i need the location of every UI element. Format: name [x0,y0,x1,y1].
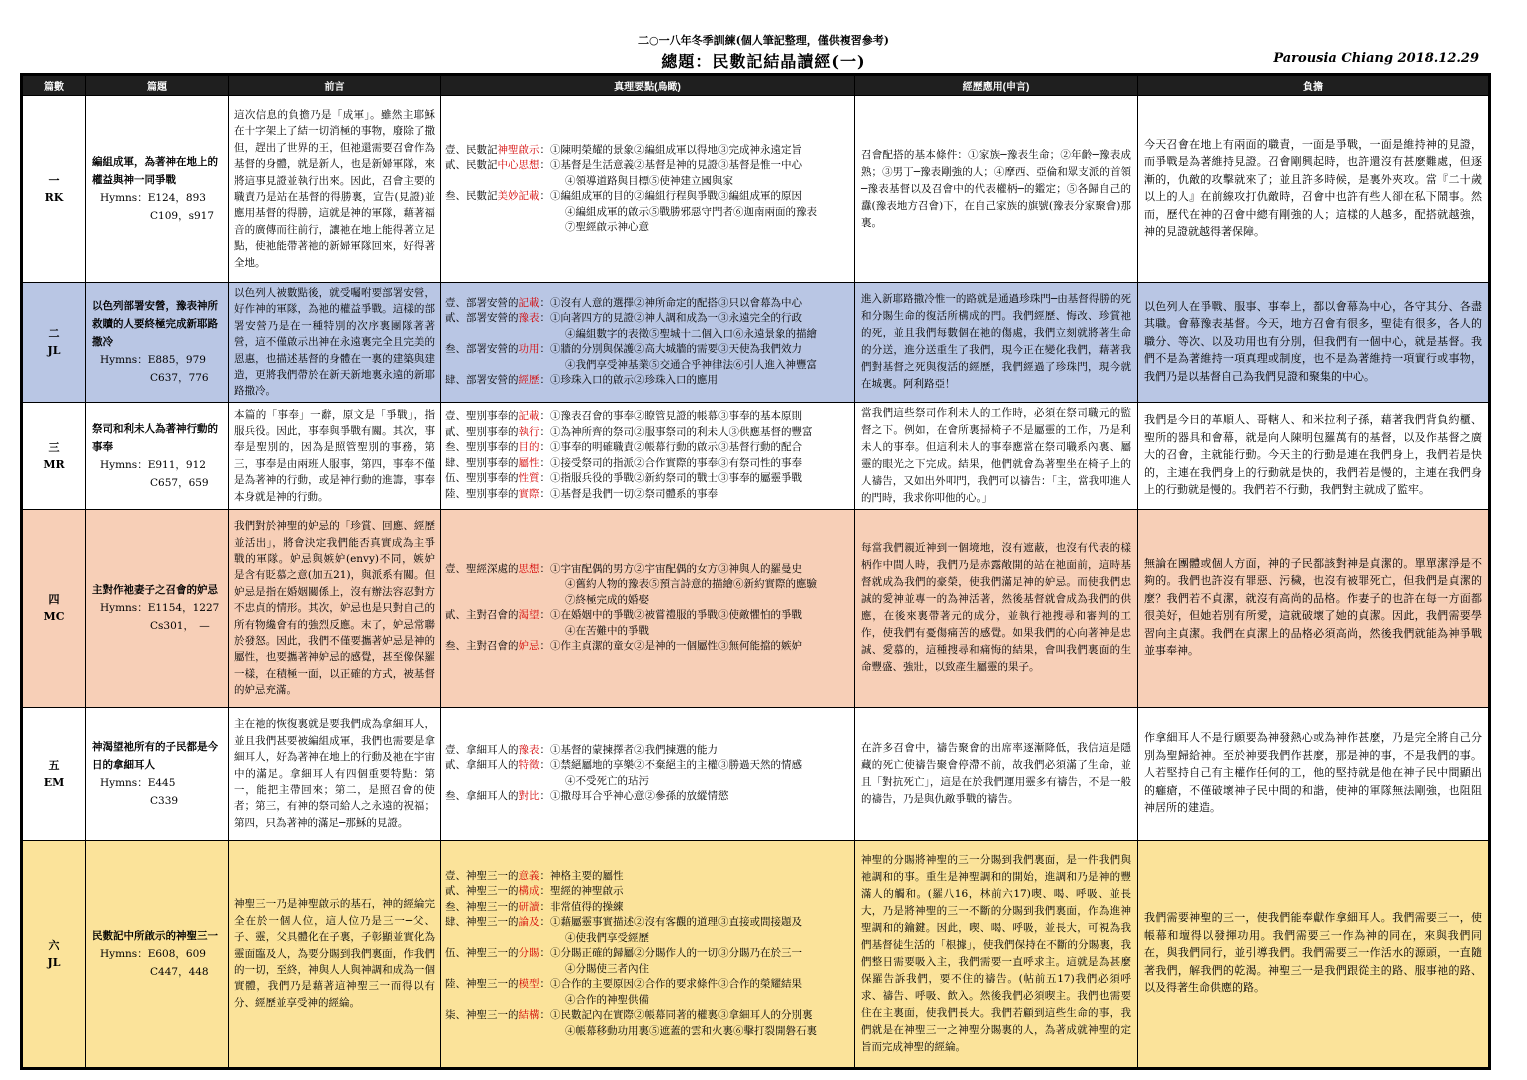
truth-point [445,900,850,916]
truth-point-continuation: ④舊約人物的豫表⑤預言詩意的描繪⑥新約實際的應驗 [565,578,817,591]
truth-point-text: ：①基督的蒙揀擇者②我們揀選的能力 [539,743,718,756]
truth-point-prefix: 肆、神聖三一的 [445,916,519,929]
truth-point-prefix: 叁、民數記 [445,190,498,202]
truth-point-prefix: 肆、聖別事奉的 [445,456,519,469]
truth-point-text: ：①沒有人意的選擇②神所命定的配搭③只以會幕為中心 [539,296,802,309]
experience-cell: 在許多召會中，禱告聚會的出席率逐漸降低，我信這是隱藏的死亡使禱告聚會停滯不前，故我們必須滿了生命，並且「對抗死亡」，這是在於我們運用靈多有禱告，不是一般的禱告，乃是與仇敵爭戰的禱告。 [855,707,1138,840]
truth-point-prefix: 叁、部署安營的 [445,343,519,356]
truth-point [445,884,850,900]
burden-cell: 作拿細耳人不是行願要為神發熱心或為神作甚麼，乃是完全將自己分別為聖歸給神。至於神要我們作甚麼，那是神的事，不是我們的事。人若堅持自己有主權作任何的工，他的堅持就是他在神子民中間顯出的癰瘡，不僅破壞神子民中間的和諧，使神的軍隊無法剛強，也阻阻神居所的建造。 [1138,707,1490,840]
truth-point-keyword: 屬性 [518,456,540,469]
topic-title: 神渴望祂所有的子民都是今日的拿細耳人 [92,740,218,771]
truth-point-text: ：①珍珠入口的啟示②珍珠入口的應用 [539,374,718,387]
truth-point-keyword: 目的 [518,441,540,454]
truth-point-continuation: ④領導道路與目標⑤使神建立國與家 [565,174,733,187]
hymns-line-2: C657，659 [150,476,209,489]
truth-point-keyword: 思想 [518,562,540,575]
truth-point [445,440,850,456]
session-number-cell [22,283,86,403]
session-number-cell [22,96,86,283]
truth-point-text: ：①藉屬靈事實描述②沒有客觀的道理③直接或間接題及 [539,916,802,929]
document-subtitle: 二○一八年冬季訓練(個人筆記整理，僅供複習參考) [637,34,889,47]
burden-cell: 以色列人在爭戰、服事、事奉上，都以會幕為中心，各守其分、各盡其職。會幕豫表基督。今天，地方召會有很多，聖徒有很多，各人的職分、等次、以及功用也有分別，但我們有一個中心，就是基督。我們不是為著維持一項真理或制度，也不是為著維持一項實行或事物，我們乃是以基督自己為我們見證和聚集的中心。 [1138,283,1490,403]
truth-point-prefix: 柒、神聖三一的 [445,1009,519,1022]
truth-point-prefix: 貳、主對召會的 [445,609,519,622]
truth-point-keyword: 實際 [518,487,540,500]
truth-point-text: ：①事奉的明確職責②帳幕行動的啟示③基督行動的配合 [539,441,802,454]
truth-point [445,471,850,487]
truth-point-prefix: 壹、神聖三一的 [445,869,519,882]
hymns-line-2: C447，448 [150,965,209,978]
truth-point-prefix: 叁、神聖三一的 [445,900,519,913]
truth-points-cell [441,283,855,403]
truth-point-keyword: 性質 [518,472,540,485]
truth-points-cell [441,840,855,1068]
truth-point-keyword: 豫表 [518,312,540,325]
session-code: JL [47,955,61,969]
hymns-line-2: C339 [150,794,179,807]
hymns-line: Hymns：E445 [100,776,176,789]
preface-cell: 本篇的「事奉」一辭，原文是「爭戰」，指服兵役。因此，事奉與爭戰有關。其次，事奉是聖別的，因為是照管聖別的事務，第三，事奉是由兩班人服事，第四，事奉不僅是為著神的行動，或是神行動的進籌，事奉本身就是神的行動。 [229,402,441,509]
experience-cell: 神聖的分賜將神聖的三一分賜到我們裏面，是一件我們與祂調和的事。重生是神聖調和的開始，進調和乃是神的豐滿人的觸和。(羅八16，林前六17)喫、喝、呼吸、並長大，乃是將神聖的三一不斷的分賜到我們裏面，作為進神聖調和的鑰鍵。因此，喫、喝、呼吸，並長大，可視為我們基督徒生活的「根據」，使我們保持在不斷的分賜裏，我們整日需要吸入主，我們需要一直呼求主。這就是為甚麼保羅告訴我們，要不住的禱告。(帖前五17)我們必須呼求、禱告、呼吸、飲入。然後我們必須喫主。我們也需要住在主裏面，使我們長大。我們若顧到這些生命的事，我們就是在神聖三一之神聖分賜裏的人，為著成就神聖的定旨而完成神聖的經綸。 [855,840,1138,1068]
truth-point [445,869,850,885]
experience-cell: 當我們這些祭司作利未人的工作時，必須在祭司職元的監督之下。例如，在會所裏掃椅子不是屬靈的工作，乃是利未人的事奉。但這利未人的事奉應當在祭司職系內裏、屬靈的眼光之下完成。結果，他們就會為著聖坐在椅子上的人禱告，又如出外叩門，我們可以禱告：「主，當我叩進人的門時，我求你叩他的心。」 [855,402,1138,509]
truth-point-text: ：神格主要的屬性 [539,869,624,882]
truth-point-prefix: 壹、拿細耳人的 [445,743,519,756]
truth-point [445,789,850,805]
truth-point [445,296,850,312]
session-number-cell [22,402,86,509]
truth-point-text: ：①在婚姻中的爭戰②被嘗禮服的爭戰③使敵懼怕的爭戰 [539,609,802,622]
truth-point-keyword: 記載 [518,296,540,309]
truth-point-text: ：①指服兵役的爭戰②新約祭司的戰士③事奉的屬靈爭戰 [539,472,802,485]
truth-point-prefix: 伍、聖別事奉的 [445,472,519,485]
preface-cell: 我們對於神聖的妒忌的「珍賞、回應、經歷並活出」，將會決定我們能否真實成為主爭戰的軍隊。妒忌與嫉妒(envy)不同，嫉妒是含有貶慕之意(加五21)，與派系有關。但妒忌是指在婚姻關係上，沒有辦法容忍對方不忠貞的情形。其次，妒忌也是只對自己的所有物纔會有的強烈反應。末了，妒忌常聯於發怒。因此，我們不僅要攜著妒忌是神的屬性，也要攜著神妒忌的感覺，甚至像保羅一樣，在積極一面，以正確的方式，被基督的妒忌充滿。 [229,509,441,707]
truth-point-prefix: 肆、部署安營的 [445,374,519,387]
truth-point-prefix: 叁、主對召會的 [445,640,519,653]
experience-cell: 召會配搭的基本條件：①家族─豫表生命；②年齡─豫表成熟；③男丁─豫表剛強的人；④摩西、亞倫和眾支派的首領─豫表基督以及召會中的代表權柄─的鑑定；⑤各歸自己的纛(豫表地方召會)下，在自己家族的旗號(豫表分家聚會)那裏。 [855,96,1138,283]
truth-point [445,425,850,441]
truth-point-continuation: ④帳幕移動功用裏⑤遮蓋的雲和火裏⑥擊打裂開磐石裏 [565,1024,817,1037]
truth-point-keyword: 美妙記載 [497,190,540,202]
topic-cell [86,707,229,840]
truth-point-prefix: 壹、部署安營的 [445,296,519,309]
session-number: 三 [48,440,60,454]
topic-title: 主對作祂妻子之召會的妒忌 [92,584,218,597]
truth-point-keyword: 記載 [518,410,540,423]
truth-point [445,915,850,931]
truth-point-keyword: 神聖啟示 [497,143,540,156]
truth-point-keyword: 豫表 [518,743,540,756]
truth-point-text: ：①豫表召會的事奉②瞭管見證的帳幕③事奉的基本原則 [539,410,802,423]
topic-cell [86,402,229,509]
truth-point [445,562,850,578]
topic-cell [86,283,229,403]
topic-cell [86,509,229,707]
truth-point-keyword: 中心思想 [497,159,540,171]
truth-points-cell [441,402,855,509]
truth-point-keyword: 研讀 [518,900,540,913]
table-row [22,96,1490,283]
truth-point-keyword: 執行 [518,425,540,438]
truth-point-text: ：①作主貞潔的童女②是神的一個屬性③無何能擋的嫉妒 [539,640,802,653]
truth-point [445,946,850,962]
truth-point-continuation: ④分賜使三者內住 [565,962,649,975]
burden-cell: 今天召會在地上有兩面的職責，一面是爭戰，一面是維持神的見證，而爭戰是為著維持見證。召會剛興起時，也許還沒有甚麼難處，但逐漸的，仇敵的攻擊就來了；並且許多時候，是裏外夾攻。當『二十歲以上的人』在前線攻打仇敵時，召會中也許有些人卻在私下鬧事。然而，歷代在神的召會中總有剛強的人；這樣的人越多，配搭就越強，神的見證就越得著保障。 [1138,96,1490,283]
truth-point-prefix: 壹、聖經深處的 [445,562,519,575]
truth-point-keyword: 意義 [518,869,540,882]
burden-cell: 我們是今日的革順人、哥轄人、和米拉利子孫，藉著我們背負約櫃、聖所的器具和會幕，就是向人陳明包羅萬有的基督，以及作基督之廣大的召會，主就能行動。今天主的行動是連在我們身上，我們若是快的，主連在我們身上的行動就是快的，我們若是慢的，主連在我們身上的行動就是慢的。我們若不行動，我們對主就成了監牢。 [1138,402,1490,509]
session-number-cell [22,840,86,1068]
hymns-line: Hymns：E608，609 [100,947,206,960]
truth-point-prefix: 貳、部署安營的 [445,312,519,325]
truth-point-prefix: 貳、民數記 [445,159,498,171]
truth-point-prefix: 陸、神聖三一的 [445,978,519,991]
truth-point-prefix: 貳、聖別事奉的 [445,425,519,438]
truth-point-text: ：①為神所齊的祭司②服事祭司的利未人③供應基督的豐富 [539,425,813,438]
truth-point-continuation: ④編組成軍的啟示⑤戰勝邪惡守門者⑥迦南兩面的豫表 [565,205,817,218]
truth-point [445,758,850,774]
session-number: 六 [48,938,60,952]
truth-point-keyword: 妒忌 [518,640,540,653]
session-number: 二 [48,327,60,341]
col-header-burden: 負擔 [1138,75,1490,96]
session-number-cell [22,707,86,840]
author-date: Parousia Chiang 2018.12.29 [1273,51,1479,66]
session-number: 四 [48,593,60,607]
table-header-row [22,75,1490,96]
truth-point-keyword: 分賜 [518,947,540,960]
document-title: 總題：民數記結晶讀經(一) [661,52,866,71]
truth-point-text: ：①民數記內在實際②帳幕同著的權裏③拿細耳人的分別裏 [539,1009,813,1022]
session-number: 一 [48,174,60,187]
preface-cell: 主在祂的恢復裏就是要我們成為拿細耳人，並且我們甚要被編組成軍，我們也需要是拿細耳人，好為著神在地上的行動及祂在宇宙中的滿足。拿細耳人有四個重要特點：第一，能把主帶回來；第二，是照召會的使者；第三，有神的祭司給人之永遠的祝福；第四，只為著神的滿足─那穌的見證。 [229,707,441,840]
truth-point-text: ：①陳明榮耀的景象②編組成軍以得地③完成神永遠定旨 [539,143,802,156]
truth-point-prefix: 叁、拿細耳人的 [445,790,519,803]
topic-cell [86,96,229,283]
truth-point-continuation: ⑦聖經啟示神心意 [565,221,649,233]
burden-cell: 我們需要神聖的三一，使我們能奉獻作拿細耳人。我們需要三一，使帳幕和壇得以發揮功用。我們需要三一作為神的同在，來與我們同在，與我們同行，並引導我們。我們需要三一作活水的源頭，一直隨著我們，解我們的乾渴。神聖三一是我們跟從主的路、服事祂的路、以及得著生命供應的路。 [1138,840,1490,1068]
hymns-line-2: C109，s917 [150,210,215,222]
table-row [22,402,1490,509]
truth-point-keyword: 論及 [518,916,540,929]
truth-point [445,487,850,503]
experience-cell: 每當我們親近神到一個境地，沒有遮蔽，也沒有代表的樣柄作中間人時，我們乃是赤露敞開的站在祂面前，這時基督就成為我們的豪榮，使我們滿足神的妒忌。而使我們忠誠的愛神並專一的為神活著，然後基督就會成為我們的供應，在後來裏帶著元的成分，並執行祂搜尋和審判的工作，使我們有憂傷痛苦的感覺。如果我們的心向著神是忠誠、愛慕的，這種搜尋和痛悔的結果，會叫我們裏面的生命豐盛、強壯，以致產生屬靈的果子。 [855,509,1138,707]
truth-points-cell [441,96,855,283]
truth-point [445,158,850,174]
truth-point-prefix: 壹、聖別事奉的 [445,410,519,423]
truth-point-prefix: 貳、拿細耳人的 [445,759,519,772]
truth-point-prefix: 伍、神聖三一的 [445,947,519,960]
col-header-preface: 前言 [229,75,441,96]
truth-point-keyword: 經歷 [518,374,540,387]
col-header-truth: 真理要點(鳥瞰) [441,75,855,96]
session-code: MC [43,610,65,624]
truth-point [445,373,850,389]
truth-point-keyword: 特徵 [518,759,540,772]
experience-cell: 進入新耶路撒冷惟一的路就是通過珍珠門─由基督得勝的死和分賜生命的復活所構成的門。我們經歷、悔改、珍賞祂的死，並且我們每數個在祂的傷處，我們立刻就將著生命的分送，進分送重生了我們，現今正在變化我們，藉著我們對基督之死與復活的經歷，我們經過了珍珠門，現今就在城裏。阿利路亞！ [855,283,1138,403]
truth-points-cell [441,509,855,707]
truth-point-text: ：①分賜正確的歸屬②分賜作人的一切③分賜乃在於三一 [539,947,802,960]
truth-point-continuation: ④我們享受神基業⑤交通合乎神律法⑥引人進入神豐富 [565,358,817,371]
preface-cell: 神聖三一乃是神聖啟示的基石，神的經綸完全在於一個人位，這人位乃是三一─父、子、靈，父具體化在子裏，子彰顯並實化為靈面臨及人，為要分賜到我們裏面，作我們的一切，至終，神與人人與神調和成為一個實體，我們乃是藉著這神聖三一而得以有分、經歷並享受神的經綸。 [229,840,441,1068]
col-header-topic: 篇題 [86,75,229,96]
truth-point-continuation: ④編組數字的表徵⑤聖城十二個入口⑥永遠景象的描繪 [565,327,817,340]
truth-point-text: ：①撒母耳合乎神心意②參孫的放縱情慾 [539,790,729,803]
truth-point-text: ：非常值得的操練 [539,900,624,913]
preface-cell: 以色列人被數點後，就受囑咐要部署安營，好作神的軍隊，為祂的權益爭戰。這樣的部署安營乃是在一種特別的次序裏團隊著著營，這不僅啟示出神在永遠裏完全且完美的恩惠，也描述基督的身體在一裏的建築與建造，更將我們帶於在新天新地裏永遠的新耶路撒冷。 [229,283,441,403]
table-row [22,840,1490,1068]
truth-point [445,456,850,472]
truth-point-keyword: 模型 [518,978,540,991]
session-code: JL [47,344,61,358]
truth-point [445,639,850,655]
hymns-line: Hymns：E885，979 [100,354,206,367]
truth-point-text: ：①向著四方的見證②神人調和成為一③永遠完全的行政 [539,312,802,325]
truth-point [445,342,850,358]
session-code: MR [43,457,65,471]
hymns-line: Hymns：E124，893 [100,192,206,204]
truth-point-keyword: 渴望 [518,609,540,622]
session-code: EM [43,775,65,789]
truth-point [445,143,850,159]
truth-point [445,977,850,993]
truth-point-keyword: 構成 [518,885,540,898]
hymns-line-2: Cs301， — [150,620,210,633]
session-number-cell [22,509,86,707]
truth-point-prefix: 貳、神聖三一的 [445,885,519,898]
topic-title: 編組成軍，為著神在地上的權益與神一同爭戰 [92,156,218,186]
topic-title: 民數記中所啟示的神聖三一 [92,929,218,942]
truth-point-continuation: ④合作的神聖供備 [565,993,649,1006]
truth-point-continuation: ⑦終極完成的婚娶 [565,593,649,606]
truth-point [445,1008,850,1024]
truth-point-text: ：①基督是生活意義②基督是神的見證③基督是惟一中心 [539,159,802,171]
truth-point-text: ：①宇宙配偶的男方②宇宙配偶的女方③神與人的羅曼史 [539,562,802,575]
col-header-experience: 經歷應用(申言) [855,75,1138,96]
topic-title: 祭司和利未人為著神行動的事奉 [92,422,218,453]
truth-point-text: ：①牆的分別與保護②高大城牆的需要③天使為我們效力 [539,343,802,356]
table-row [22,283,1490,403]
truth-point-keyword: 對比 [518,790,540,803]
truth-point-keyword: 功用 [518,343,540,356]
topic-title: 以色列部署安營，豫表神所救贖的人要終極完成新耶路撒冷 [92,300,218,349]
session-code: RK [44,191,64,204]
hymns-line-2: C637，776 [150,372,209,385]
truth-point [445,311,850,327]
burden-cell: 無論在團體或個人方面，神的子民都該對神是貞潔的。單單潔淨是不夠的。我們也許沒有罪惡、污穢，也沒有被罪死亡，但我們是貞潔的麼？我們若不貞潔，就沒有高尚的品格。作妻子的也許在每一方面都很美好，但她若別有所愛，這就破壞了她的貞潔。因此，我們需要學習向主貞潔。我們在貞潔上的品格必須高尚，然後我們就能為神爭戰並事奉神。 [1138,509,1490,707]
table-row [22,509,1490,707]
truth-points-cell [441,707,855,840]
hymns-line: Hymns：E1154，1227 [100,602,220,615]
preface-cell: 這次信息的負擔乃是「成軍」。雖然主耶穌在十字架上了結一切消極的事物，廢除了撒但，趕出了世界的王，但祂還需要召會作為基督的身體，就是新人，也是新婦軍隊，來將這事見證並執行出來。因此，召會主要的職責乃是站在基督的得勝裏，宣告(見證)並應用基督的得勝，這就是神的軍隊，藉著福音的廣傳而往前行，讓祂在地上能得著立足點，使祂能帶著祂的新婦軍隊回來，好得著全地。 [229,96,441,283]
truth-point [445,409,850,425]
truth-point [445,743,850,759]
truth-point [445,189,850,205]
table-row [22,707,1490,840]
truth-point-text: ：聖經的神聖啟示 [539,885,624,898]
truth-point-text: ：①合作的主要原因②合作的要求條件③合作的榮耀結果 [539,978,802,991]
truth-point-text: ：①接受祭司的指派②合作實際的事奉③有祭司性的事奉 [539,456,802,469]
truth-point-text: ：①基督是我們一切②祭司體系的事奉 [539,487,718,500]
truth-point-prefix: 壹、民數記 [445,143,498,156]
truth-point-keyword: 結構 [518,1009,540,1022]
topic-cell [86,840,229,1068]
col-header-number: 篇數 [22,75,86,96]
truth-point [445,608,850,624]
truth-point-prefix: 叁、聖別事奉的 [445,441,519,454]
session-number: 五 [48,758,60,772]
truth-point-continuation: ④在苦難中的爭戰 [565,624,649,637]
truth-point-continuation: ④不受死亡的玷污 [565,774,649,787]
truth-point-text: ：①編組成軍的目的②編組行程與爭戰③編組成軍的原因 [539,190,802,202]
truth-point-prefix: 陸、聖別事奉的 [445,487,519,500]
outline-table [20,73,1491,1070]
truth-point-continuation: ④使我們享受經歷 [565,931,649,944]
truth-point-text: ：①禁絕屬地的享樂②不棄絕主的主權③勝過天然的情感 [539,759,802,772]
hymns-line: Hymns：E911，912 [100,458,206,471]
